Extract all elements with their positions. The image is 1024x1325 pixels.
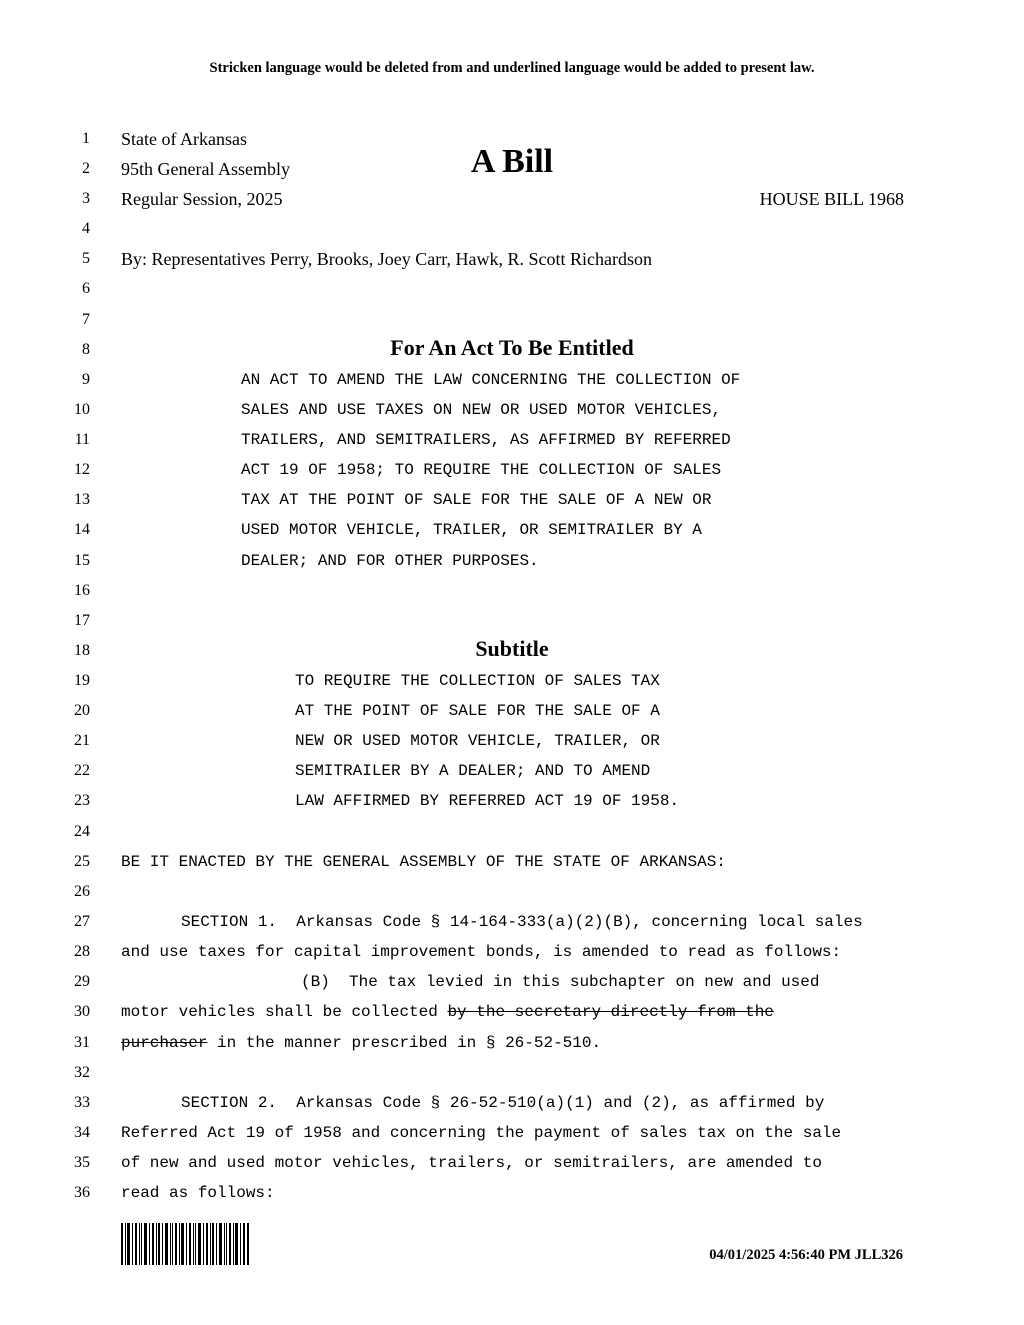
line-number: 18 <box>74 642 90 659</box>
line-number: 31 <box>74 1034 90 1051</box>
line-number: 9 <box>82 371 90 388</box>
line-number: 11 <box>74 431 90 448</box>
line-number: 16 <box>74 582 90 599</box>
section-2-line: Referred Act 19 of 1958 and concerning the payment of sales tax on the sale <box>121 1124 842 1142</box>
line-number: 20 <box>74 702 90 719</box>
line-number: 17 <box>74 612 90 629</box>
line-number: 7 <box>82 311 90 328</box>
subtitle-line: NEW OR USED MOTOR VEHICLE, TRAILER, OR <box>295 732 660 750</box>
section-1-line: SECTION 1. Arkansas Code § 14-164-333(a)(2)(B), concerning local sales <box>181 913 863 931</box>
subtitle-line: AT THE POINT OF SALE FOR THE SALE OF A <box>295 702 660 720</box>
line-number: 14 <box>74 521 90 538</box>
document-type-title: A Bill <box>470 143 554 180</box>
line-number: 2 <box>82 160 90 177</box>
footer-timestamp: 04/01/2025 4:56:40 PM JLL326 <box>709 1247 903 1263</box>
subtitle-line: LAW AFFIRMED BY REFERRED ACT 19 OF 1958. <box>295 792 680 810</box>
barcode <box>121 1223 249 1265</box>
line-number: 33 <box>74 1094 90 1111</box>
title-line: AN ACT TO AMEND THE LAW CONCERNING THE COLLECTION OF <box>241 371 741 389</box>
section-1-line: (B) The tax levied in this subchapter on new and used <box>301 973 820 991</box>
line-number: 13 <box>74 491 90 508</box>
title-line: TAX AT THE POINT OF SALE FOR THE SALE OF A NEW OR <box>241 491 712 509</box>
section-1-line <box>121 1002 774 1022</box>
sponsors-line: By: Representatives Perry, Brooks, Joey Carr, Hawk, R. Scott Richardson <box>121 249 653 269</box>
body-text: motor vehicles shall be collected <box>121 1003 448 1021</box>
line-number: 15 <box>74 552 90 569</box>
line-number: 12 <box>74 461 90 478</box>
line-number: 24 <box>74 823 90 840</box>
enacting-clause: BE IT ENACTED BY THE GENERAL ASSEMBLY OF THE STATE OF ARKANSAS: <box>121 853 726 871</box>
line-number: 5 <box>82 250 90 267</box>
line-number: 23 <box>74 792 90 809</box>
assembly-name: 95th General Assembly <box>121 159 290 179</box>
state-name: State of Arkansas <box>121 129 247 149</box>
strike-notice: Stricken language would be deleted from and underlined language would be added to present law. <box>209 60 815 76</box>
title-line: ACT 19 OF 1958; TO REQUIRE THE COLLECTION OF SALES <box>241 461 722 479</box>
line-number: 29 <box>74 973 90 990</box>
line-number: 4 <box>82 220 90 237</box>
line-number: 32 <box>74 1064 90 1081</box>
line-number: 3 <box>82 190 90 207</box>
section-1-line <box>121 1033 601 1053</box>
line-number: 35 <box>74 1154 90 1171</box>
title-line: USED MOTOR VEHICLE, TRAILER, OR SEMITRAILER BY A <box>241 521 702 539</box>
line-number: 10 <box>74 401 90 418</box>
line-number: 1 <box>82 130 90 147</box>
line-number: 34 <box>74 1124 90 1141</box>
line-number: 36 <box>74 1184 90 1201</box>
body-text: in the manner prescribed in § 26-52-510. <box>207 1034 602 1052</box>
title-heading: For An Act To Be Entitled <box>390 335 634 360</box>
subtitle-line: TO REQUIRE THE COLLECTION OF SALES TAX <box>295 672 660 690</box>
line-number: 30 <box>74 1003 90 1020</box>
title-line: TRAILERS, AND SEMITRAILERS, AS AFFIRMED BY REFERRED <box>241 431 731 449</box>
subtitle-heading: Subtitle <box>475 636 549 661</box>
section-2-line: SECTION 2. Arkansas Code § 26-52-510(a)(1) and (2), as affirmed by <box>181 1094 825 1112</box>
section-2-line: of new and used motor vehicles, trailers, or semitrailers, are amended to <box>121 1154 822 1172</box>
line-number: 6 <box>82 280 90 297</box>
line-number: 19 <box>74 672 90 689</box>
stricken-text: purchaser <box>121 1034 208 1052</box>
line-number: 26 <box>74 883 90 900</box>
title-line: SALES AND USE TAXES ON NEW OR USED MOTOR VEHICLES, <box>241 401 722 419</box>
subtitle-line: SEMITRAILER BY A DEALER; AND TO AMEND <box>295 762 651 780</box>
bill-number: HOUSE BILL 1968 <box>759 189 904 209</box>
line-number: 8 <box>82 341 90 358</box>
line-number: 28 <box>74 943 90 960</box>
line-number: 21 <box>74 732 90 749</box>
line-number: 22 <box>74 762 90 779</box>
stricken-text: by the secretary directly from the <box>447 1003 774 1021</box>
section-2-line: read as follows: <box>121 1184 275 1202</box>
session-name: Regular Session, 2025 <box>121 189 283 209</box>
line-number: 27 <box>74 913 90 930</box>
line-number: 25 <box>74 853 90 870</box>
section-1-line: and use taxes for capital improvement bonds, is amended to read as follows: <box>121 943 842 961</box>
title-line: DEALER; AND FOR OTHER PURPOSES. <box>241 552 539 570</box>
